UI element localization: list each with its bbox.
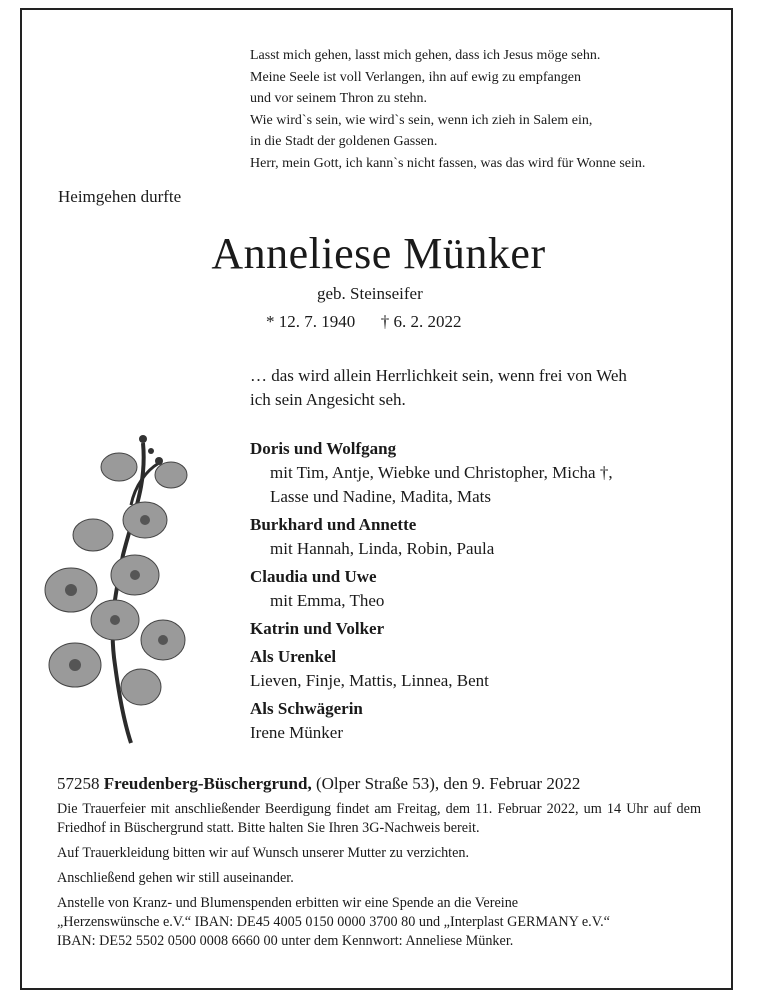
footer — [57, 774, 701, 957]
verse — [250, 364, 627, 412]
donation-info — [57, 894, 701, 951]
family-group-head: Claudia und Uwe — [250, 567, 377, 586]
poem-line: Lasst mich gehen, lasst mich gehen, dass ich Jesus möge sehn. — [250, 48, 601, 63]
place-name: Freudenberg-Büschergrund, — [103, 774, 312, 793]
funeral-info: Die Trauerfeier mit anschließender Beerdigung findet am Freitag, dem 11. Februar 2022, um 14 Uhr auf dem Friedhof in Büschergrund statt. Bitte halten Sie Ihren 3G-Nachweis bereit. — [57, 801, 701, 836]
family-group-head: Burkhard und Annette — [250, 515, 417, 534]
poem-line: und vor seinem Thron zu stehn. — [250, 91, 428, 106]
poem-line: in die Stadt der goldenen Gassen. — [250, 134, 438, 149]
life-dates — [266, 312, 462, 332]
intro-text: Heimgehen durfte — [58, 187, 182, 206]
family-group-head: Als Schwägerin — [250, 699, 363, 718]
family-group-line: Lieven, Finje, Mattis, Linnea, Bent — [250, 671, 489, 690]
family-list — [250, 437, 613, 749]
orchid-icon — [35, 425, 215, 745]
verse-line: ich sein Angesicht seh. — [250, 390, 406, 409]
family-group-head: Doris und Wolfgang — [250, 439, 397, 458]
family-group — [250, 617, 613, 641]
verse-line: … das wird allein Herrlichkeit sein, wenn frei von Weh — [250, 366, 627, 385]
poem-line: Herr, mein Gott, ich kann`s nicht fassen, was das wird für Wonne sein. — [250, 155, 646, 171]
death-date: † 6. 2. 2022 — [380, 312, 462, 331]
address-line — [57, 774, 701, 794]
zip-code: 57258 — [57, 774, 100, 793]
birth-name: geb. Steinseifer — [317, 284, 423, 303]
family-group-head: Katrin und Volker — [250, 619, 385, 638]
family-group-line: Lasse und Nadine, Madita, Mats — [270, 487, 491, 506]
deceased-name: Anneliese Münker — [211, 229, 546, 278]
family-group-line: Irene Münker — [250, 723, 343, 742]
family-group-line: mit Hannah, Linda, Robin, Paula — [270, 539, 495, 558]
closing-note: Anschließend gehen wir still auseinander. — [57, 870, 294, 886]
donation-line: Anstelle von Kranz- und Blumenspenden erbitten wir eine Spende an die Vereine — [57, 895, 519, 911]
poem-line: Wie wird`s sein, wie wird`s sein, wenn ich zieh in Salem ein, — [250, 112, 593, 128]
birth-date: * 12. 7. 1940 — [266, 312, 356, 331]
donation-line: IBAN: DE52 5502 0500 0008 6660 00 unter dem Kennwort: Anneliese Münker. — [57, 933, 514, 949]
family-group — [250, 437, 613, 509]
family-group-head: Als Urenkel — [250, 647, 337, 666]
address-rest: (Olper Straße 53), den 9. Februar 2022 — [315, 774, 581, 793]
family-group — [250, 565, 613, 613]
family-group — [250, 697, 613, 745]
family-group-line: mit Tim, Antje, Wiebke und Christopher, Micha †, — [270, 463, 613, 482]
donation-line: „Herzenswünsche e.V.“ IBAN: DE45 4005 0150 0000 3700 80 und „Interplast GERMANY e.V.“ — [57, 914, 610, 930]
family-group — [250, 513, 613, 561]
poem — [250, 45, 645, 174]
family-group — [250, 645, 613, 693]
family-group-line: mit Emma, Theo — [270, 591, 385, 610]
poem-line: Meine Seele ist voll Verlangen, ihn auf ewig zu empfangen — [250, 69, 581, 85]
mourning-dress-note: Auf Trauerkleidung bitten wir auf Wunsch unserer Mutter zu verzichten. — [57, 845, 470, 861]
